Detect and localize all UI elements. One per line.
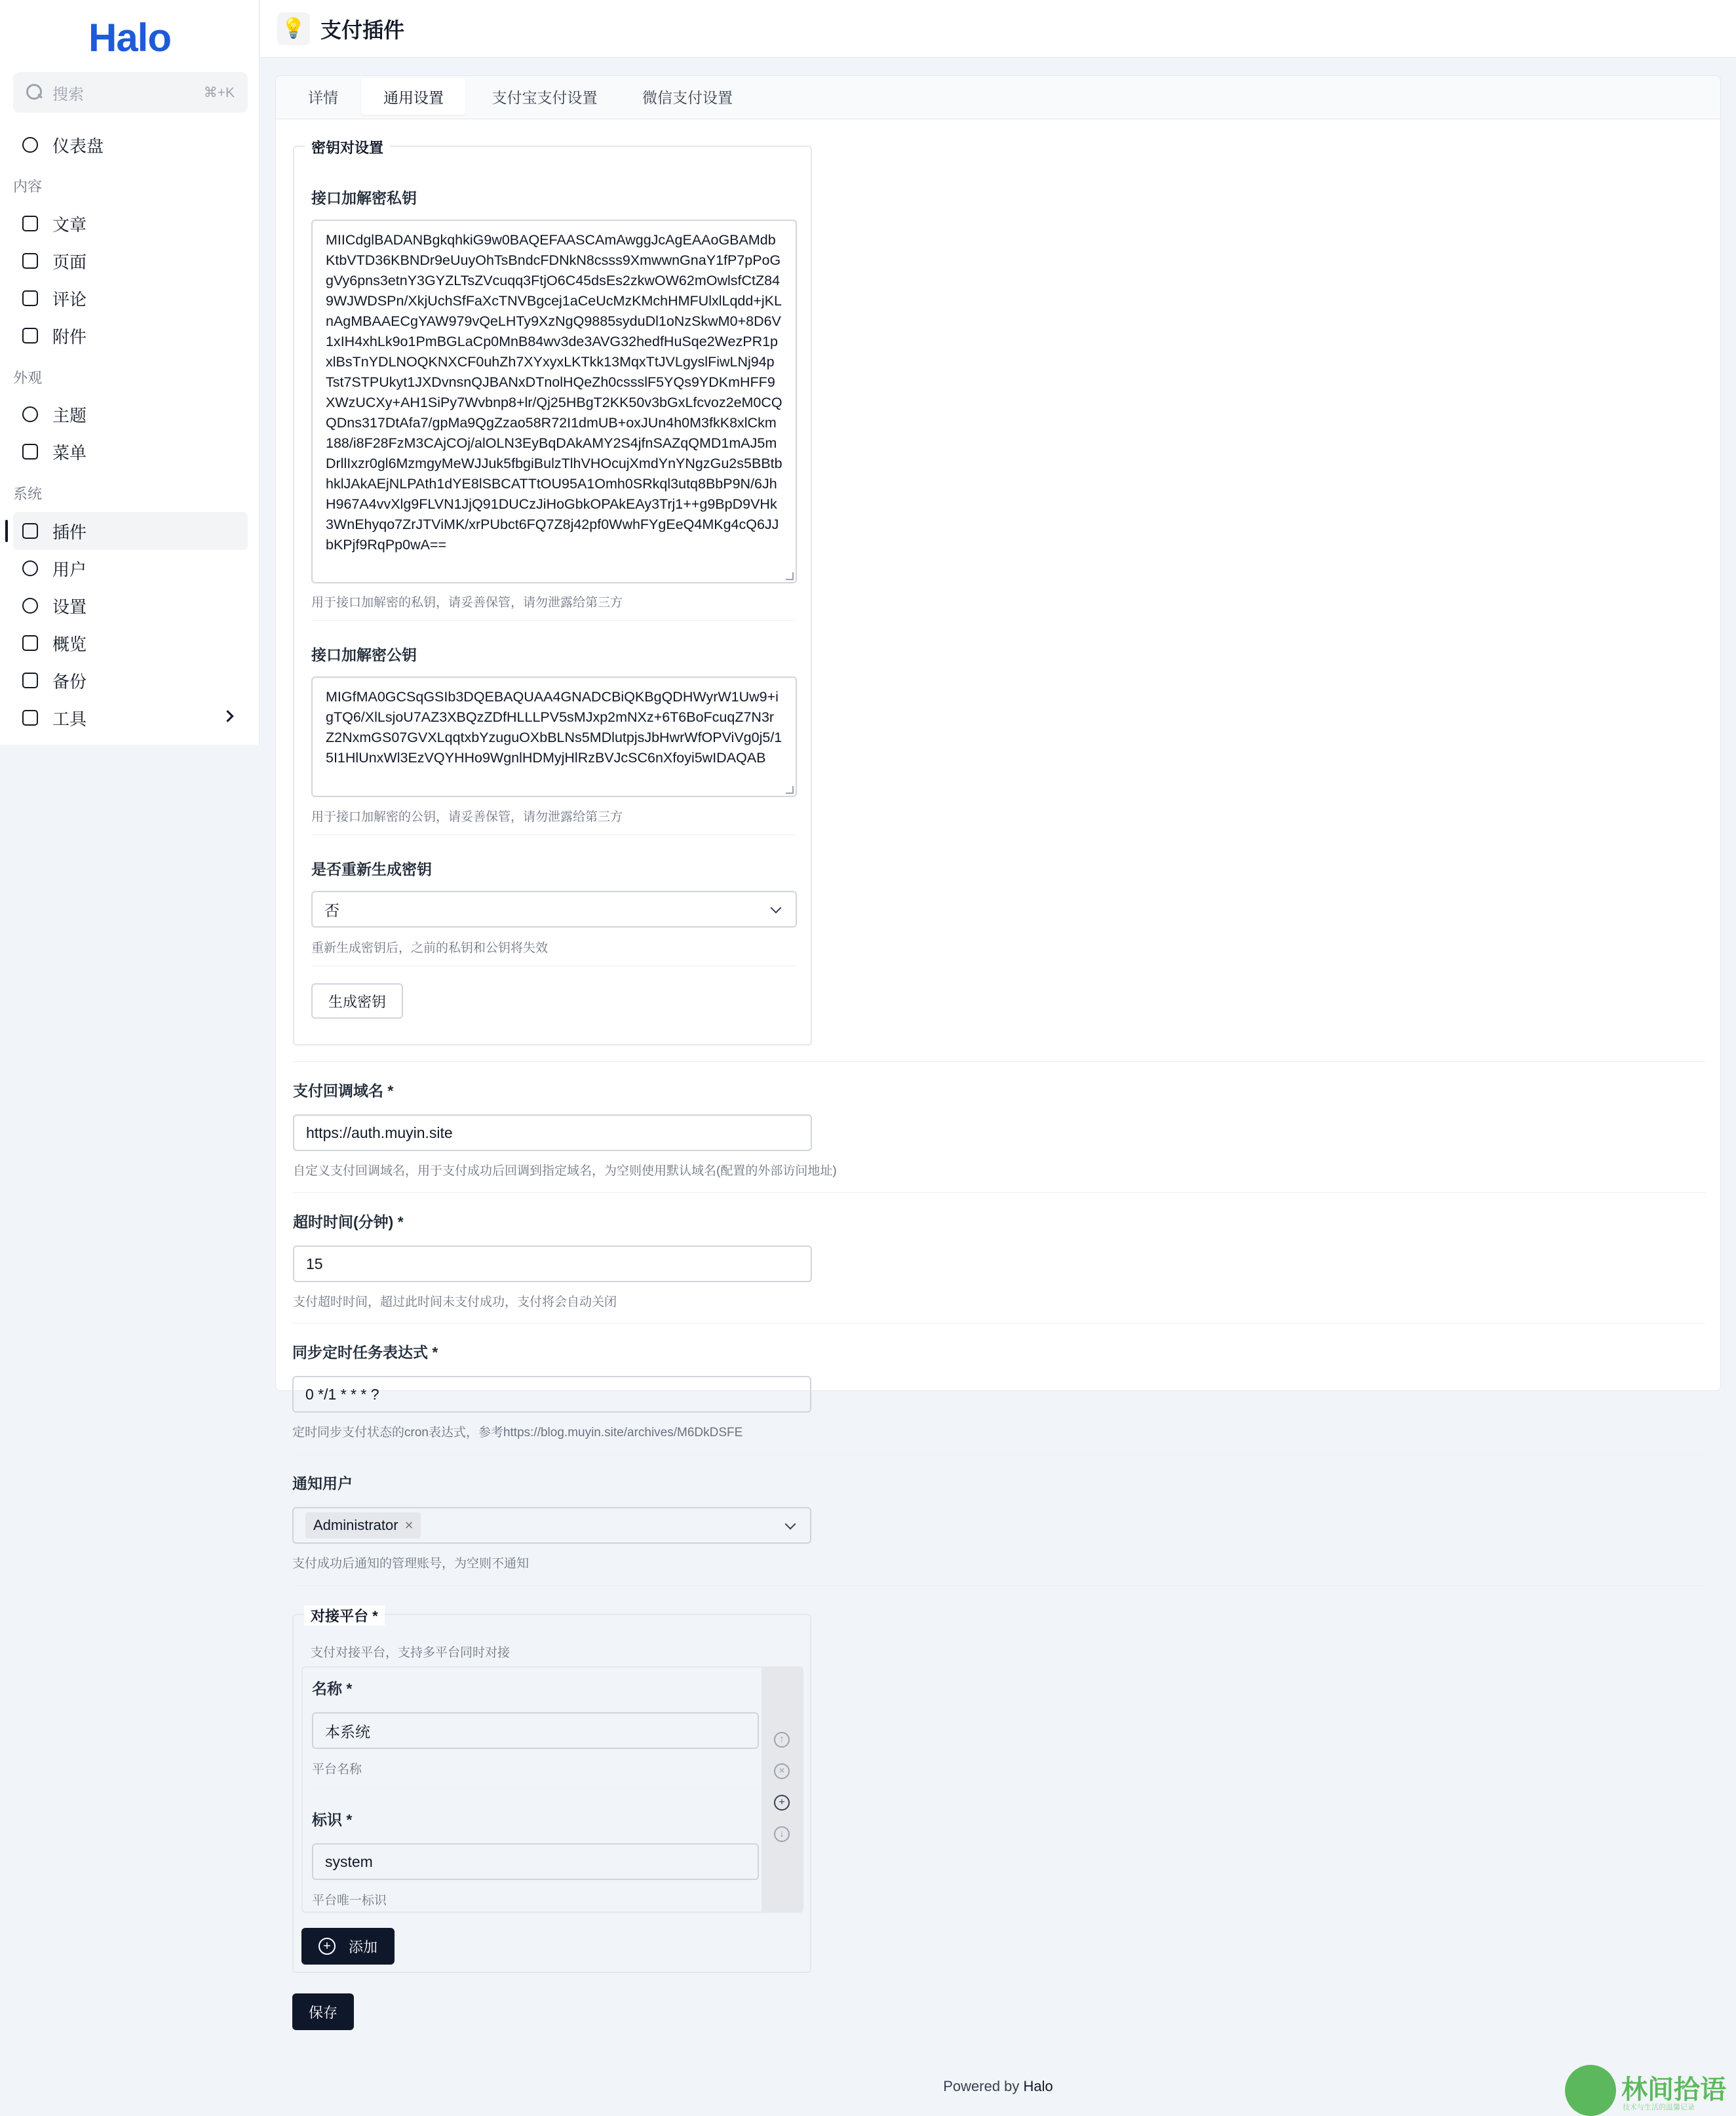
- sidebar-item-plugins[interactable]: [13, 512, 248, 550]
- footer: [260, 2078, 1736, 2095]
- platform-id-help: 平台唯一标识: [312, 1894, 387, 1908]
- regenerate-select-value: 否: [324, 901, 339, 919]
- folder-icon: [22, 328, 38, 343]
- watermark-logo-icon: [1565, 2065, 1616, 2116]
- public-key-help: 用于接口加解密的公钥，请妥善保管，请勿泄露给第三方: [311, 810, 623, 824]
- regenerate-select[interactable]: [311, 891, 797, 928]
- user-icon: [22, 560, 38, 576]
- footer-brand-link[interactable]: Halo: [1023, 2078, 1053, 2094]
- plugin-logo-icon: 💡: [277, 12, 310, 45]
- regenerate-help: 重新生成密钥后，之前的私钥和公钥将失效: [311, 941, 549, 955]
- callback-domain-help: 自定义支付回调域名，用于支付成功后回调到指定域名，为空则使用默认域名(配置的外部访问地址): [293, 1164, 837, 1178]
- platform-id-input[interactable]: system: [312, 1843, 759, 1880]
- user-tag[interactable]: [305, 1512, 421, 1538]
- sidebar-item-label: 插件: [52, 522, 87, 542]
- watermark-subtitle: 技术与生活的温馨记录: [1623, 2104, 1695, 2111]
- callback-domain-input[interactable]: https://auth.muyin.site: [293, 1114, 812, 1151]
- sidebar-item-themes[interactable]: [13, 395, 248, 433]
- platform-repeater-item: [301, 1666, 803, 1913]
- tab-alipay-settings[interactable]: 支付宝支付设置: [492, 88, 598, 106]
- platform-help: 支付对接平台，支持多平台同时对接: [311, 1646, 511, 1660]
- footer-prefix: Powered by: [943, 2078, 1020, 2094]
- watermark: [1565, 2065, 1736, 2116]
- timeout-input[interactable]: 15: [293, 1245, 812, 1282]
- private-key-label: 接口加解密私钥: [311, 189, 417, 206]
- sidebar-item-label: 工具: [52, 709, 87, 729]
- gauge-icon: [22, 137, 38, 153]
- sidebar-item-label: 用户: [52, 559, 87, 579]
- chevron-right-icon: [222, 710, 233, 722]
- nav-group-appearance: 外观: [13, 370, 43, 386]
- cron-help: 定时同步支付状态的cron表达式，参考https://blog.muyin.site/archives/M6DkDSFE: [292, 1426, 743, 1440]
- sidebar-item-posts[interactable]: [13, 205, 248, 243]
- save-button[interactable]: 保存: [292, 1993, 354, 2030]
- sidebar-item-menus[interactable]: [13, 433, 248, 471]
- page-title: 支付插件: [320, 18, 405, 42]
- keypair-fieldset: [293, 140, 812, 1046]
- move-up-icon[interactable]: ↑: [774, 1732, 790, 1748]
- comment-icon: [22, 290, 38, 306]
- notify-users-help: 支付成功后通知的管理账号，为空则不通知: [292, 1557, 530, 1571]
- palette-icon: [22, 406, 38, 422]
- sidebar-item-dashboard[interactable]: [13, 126, 248, 164]
- nav-group-system: 系统: [13, 486, 43, 502]
- menu-icon: [22, 444, 38, 460]
- chevron-down-icon: [785, 1519, 796, 1530]
- public-key-label: 接口加解密公钥: [311, 646, 417, 663]
- platform-name-input[interactable]: 本系统: [312, 1712, 759, 1749]
- terminal-icon: [22, 635, 38, 651]
- sidebar-item-backup[interactable]: [13, 661, 248, 699]
- sidebar-item-comments[interactable]: [13, 279, 248, 317]
- sidebar-item-label: 设置: [52, 597, 87, 617]
- divider: [311, 834, 797, 835]
- divider: [292, 1585, 1705, 1586]
- public-key-textarea[interactable]: MIGfMA0GCSqGSIb3DQEBAQUAA4GNADCBiQKBgQDHWyrW1Uw9+igTQ6/XlLsjoU7AZ3XBQzZDfHLLLPV5sMJxp2mNXz+6T6BoFcuqZ7N3rZ2NxmGS07GVXLqqtxbYzuguOXbBLNs5MDlutpjsJbHwrWfOPViVg0j5/15I1HlUnxWl3EzVQYHHo9WgnlHDMyjHlRzBVJcSC6nXfoyi5wIDAQAB: [311, 676, 797, 797]
- platform-name-help: 平台名称: [312, 1763, 362, 1776]
- user-tag-label: Administrator: [313, 1517, 398, 1533]
- divider: [292, 1454, 1705, 1455]
- divider: [311, 620, 797, 621]
- sidebar-item-label: 主题: [52, 405, 87, 425]
- sidebar-item-overview[interactable]: [13, 624, 248, 662]
- sidebar-item-users[interactable]: [13, 549, 248, 587]
- nav-group-content: 内容: [13, 178, 43, 195]
- sidebar-item-label: 备份: [52, 671, 87, 692]
- add-item-icon[interactable]: +: [774, 1795, 790, 1811]
- database-icon: [22, 673, 38, 688]
- platform-legend: 对接平台 *: [304, 1605, 385, 1626]
- sidebar-item-label: 仪表盘: [52, 136, 104, 156]
- watermark-text: 林间拾语: [1621, 2075, 1726, 2104]
- sidebar-item-label: 评论: [52, 289, 87, 309]
- platform-fieldset: [292, 1608, 811, 1973]
- tab-wechat-settings[interactable]: 微信支付设置: [642, 88, 733, 106]
- private-key-textarea[interactable]: MIICdglBADANBgkqhkiG9w0BAQEFAASCAmAwggJcAgEAAoGBAMdbKtbVTD36KBNDr9eUuyOhTsBndcFDNkN8csss9XmwwnGnaY1fP7pPoGgVy6pns3etnY3GYZLTsZVcuqq3FtjO6C45dsEs2zkwOW62mOwlsfCtZ849WJWDSPn/XkjUchSfFaXcTNVBgcej1aCeUcMzKMchHMFUlxlLqdd+jKLnAgMBAAECgYAW979vQeLHTy9XzNgQ9885syduDl1oNzSkwM0+8D6V1xIH4xhLk9o1PmBGLaCp0MnB84wv3de3AVG32hedfHuSqe2WezPR1pxlBsTnYDLNOQKNXCF0uhZh7XYxyxLKTkk13MqxTtJVLgyslFiwLNj94pTst7STPUkyt1JXDvnsnQJBANxDTnolHQeZh0cssslF5YQs9YDKmHFF9XWzUCXy+AH1SiPy7Wvbnp8+lr/Qj25HBgT2KK50v3bGxLfcvoz2eM0CQQDns317DtAfa7/gpMa9QgZzao58R72I1dmUB+oxJUn4h0M3fkK8xlCkm188/i8F28FzM3CAjCOj/alOLN3EyBqDAkAMY2S4jfnSAZqQMD1mAJ5mDrllIxzr0gl6MzmgyMeWJJuk5fbgiBulzTlhVHOcujXmdYnYNgzGu2s5BBtbhklJAkAEjNLPAth1dYE8lSBCATTtOU95A1Omh0SRkql3utq8BbP9N/6JhH967A4vvXlg9FLVN1JjQ91DUCzJiHoGbkOPAkEAy3Trj1++g9BpD9VHk3WnEhyqo7ZrJTViMK/xrPUbct6FQ7Z8j42pf0WwhFYgEeQ4MKg4cQ6JJbKPjf9RqPp0wA==: [311, 220, 797, 583]
- sidebar-item-label: 页面: [52, 252, 87, 272]
- remove-icon[interactable]: ×: [774, 1763, 790, 1779]
- cron-label: 同步定时任务表达式 *: [292, 1344, 438, 1361]
- book-icon: [22, 216, 38, 231]
- move-down-icon[interactable]: ↓: [774, 1826, 790, 1842]
- search-shortcut: ⌘+K: [203, 85, 235, 100]
- sidebar-item-label: 文章: [52, 214, 87, 235]
- sidebar: [0, 0, 260, 745]
- search-placeholder: 搜索: [52, 85, 84, 104]
- gear-icon: [22, 598, 38, 614]
- page-header: [260, 0, 1736, 58]
- timeout-label: 超时时间(分钟) *: [293, 1213, 404, 1230]
- sidebar-item-attachments[interactable]: [13, 317, 248, 355]
- generate-key-button[interactable]: 生成密钥: [311, 983, 403, 1019]
- platform-id-label: 标识 *: [312, 1811, 353, 1828]
- tab-details[interactable]: 详情: [308, 88, 338, 106]
- sidebar-item-pages[interactable]: [13, 242, 248, 280]
- add-platform-button[interactable]: [301, 1928, 395, 1965]
- sidebar-item-settings[interactable]: [13, 587, 248, 625]
- page-icon: [22, 253, 38, 269]
- timeout-help: 支付超时时间，超过此时间未支付成功，支付将会自动关闭: [293, 1295, 617, 1309]
- callback-domain-label: 支付回调域名 *: [293, 1082, 394, 1099]
- add-platform-label: 添加: [348, 1938, 377, 1955]
- cron-input[interactable]: 0 */1 * * * ?: [292, 1376, 811, 1413]
- close-icon[interactable]: ×: [404, 1517, 414, 1533]
- search-icon: [26, 84, 43, 101]
- sidebar-item-label: 概览: [52, 634, 87, 654]
- halo-logo[interactable]: Halo: [88, 15, 172, 60]
- plus-circle-icon: +: [318, 1938, 336, 1955]
- search-box[interactable]: [13, 72, 248, 113]
- divider: [293, 1061, 1706, 1062]
- keypair-legend: 密钥对设置: [305, 137, 390, 157]
- settings-card: [275, 75, 1721, 1391]
- sidebar-item-label: 菜单: [52, 442, 87, 463]
- divider: [312, 1787, 759, 1788]
- platform-name-label: 名称 *: [312, 1680, 353, 1697]
- plug-icon: [22, 523, 38, 539]
- tab-bar: [276, 76, 1720, 119]
- sidebar-item-label: 附件: [52, 326, 87, 347]
- regenerate-label: 是否重新生成密钥: [311, 861, 432, 878]
- private-key-help: 用于接口加解密的私钥，请妥善保管，请勿泄露给第三方: [311, 596, 623, 610]
- sidebar-item-tools[interactable]: [13, 699, 248, 737]
- divider: [293, 1192, 1706, 1193]
- notify-users-label: 通知用户: [292, 1475, 353, 1492]
- chevron-down-icon: [771, 903, 782, 914]
- tools-icon: [22, 710, 38, 726]
- repeater-actions: [762, 1668, 802, 1911]
- tab-general-settings[interactable]: 通用设置: [361, 78, 466, 115]
